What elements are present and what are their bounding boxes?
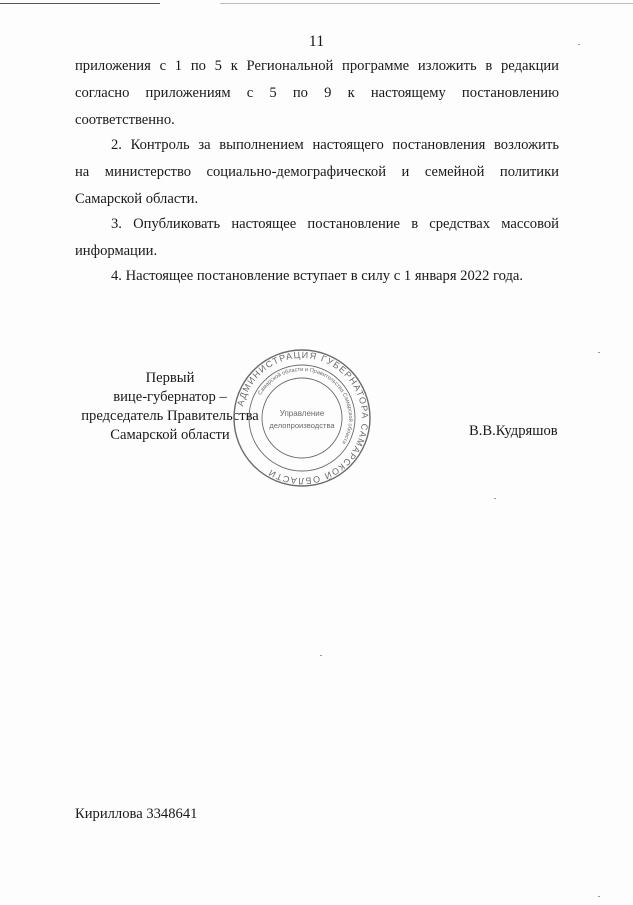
signatory-title-line: вице-губернатор – (113, 389, 227, 405)
paragraph-4 (75, 263, 559, 290)
scan-speck (320, 655, 322, 656)
signatory-title-line: председатель Правительства (81, 408, 259, 424)
paragraph-1 (75, 53, 559, 134)
paragraph-line: Самарской области. (75, 191, 199, 207)
paragraph-line: на министерство социально-демографической и семейной политики (75, 164, 559, 180)
executor-contact: Кириллова 3348641 (75, 806, 198, 822)
top-rule (0, 3, 160, 4)
scan-speck (598, 896, 600, 897)
official-seal-stamp (232, 348, 372, 488)
scan-speck (598, 352, 600, 353)
seal-center-line-1: Управление (279, 409, 325, 418)
scan-speck (494, 498, 496, 499)
signatory-title-line: Самарской области (110, 427, 230, 443)
paragraph-line: согласно приложениям с 5 по 9 к настоящему постановлению (75, 85, 559, 101)
paragraph-line: приложения с 1 по 5 к Региональной программе изложить в редакции (75, 58, 559, 74)
scan-speck (578, 44, 580, 45)
paragraph-line: 4. Настоящее постановление вступает в силу с 1 января 2022 года. (111, 268, 524, 284)
signatory-title-line: Первый (145, 370, 195, 386)
paragraph-2 (75, 132, 559, 213)
seal-inner-ring-text: Самарской области и Правительства Самарской области (257, 366, 354, 445)
signatory-name: В.В.Кудряшов (469, 423, 558, 439)
paragraph-line: информации. (75, 243, 158, 259)
top-rule-faint (220, 3, 633, 4)
seal-center-line-2: делопроизводства (269, 421, 335, 430)
paragraph-3 (75, 211, 559, 265)
paragraph-line: 3. Опубликовать настоящее постановление в средствах массовой (111, 216, 559, 232)
paragraph-line: 2. Контроль за выполнением настоящего постановления возложить (111, 137, 559, 153)
page-number: 11 (308, 33, 325, 50)
seal-outer-text: АДМИНИСТРАЦИЯ ГУБЕРНАТОРА САМАРСКОЙ ОБЛАСТИ (235, 349, 371, 487)
paragraph-line: соответственно. (75, 112, 175, 128)
